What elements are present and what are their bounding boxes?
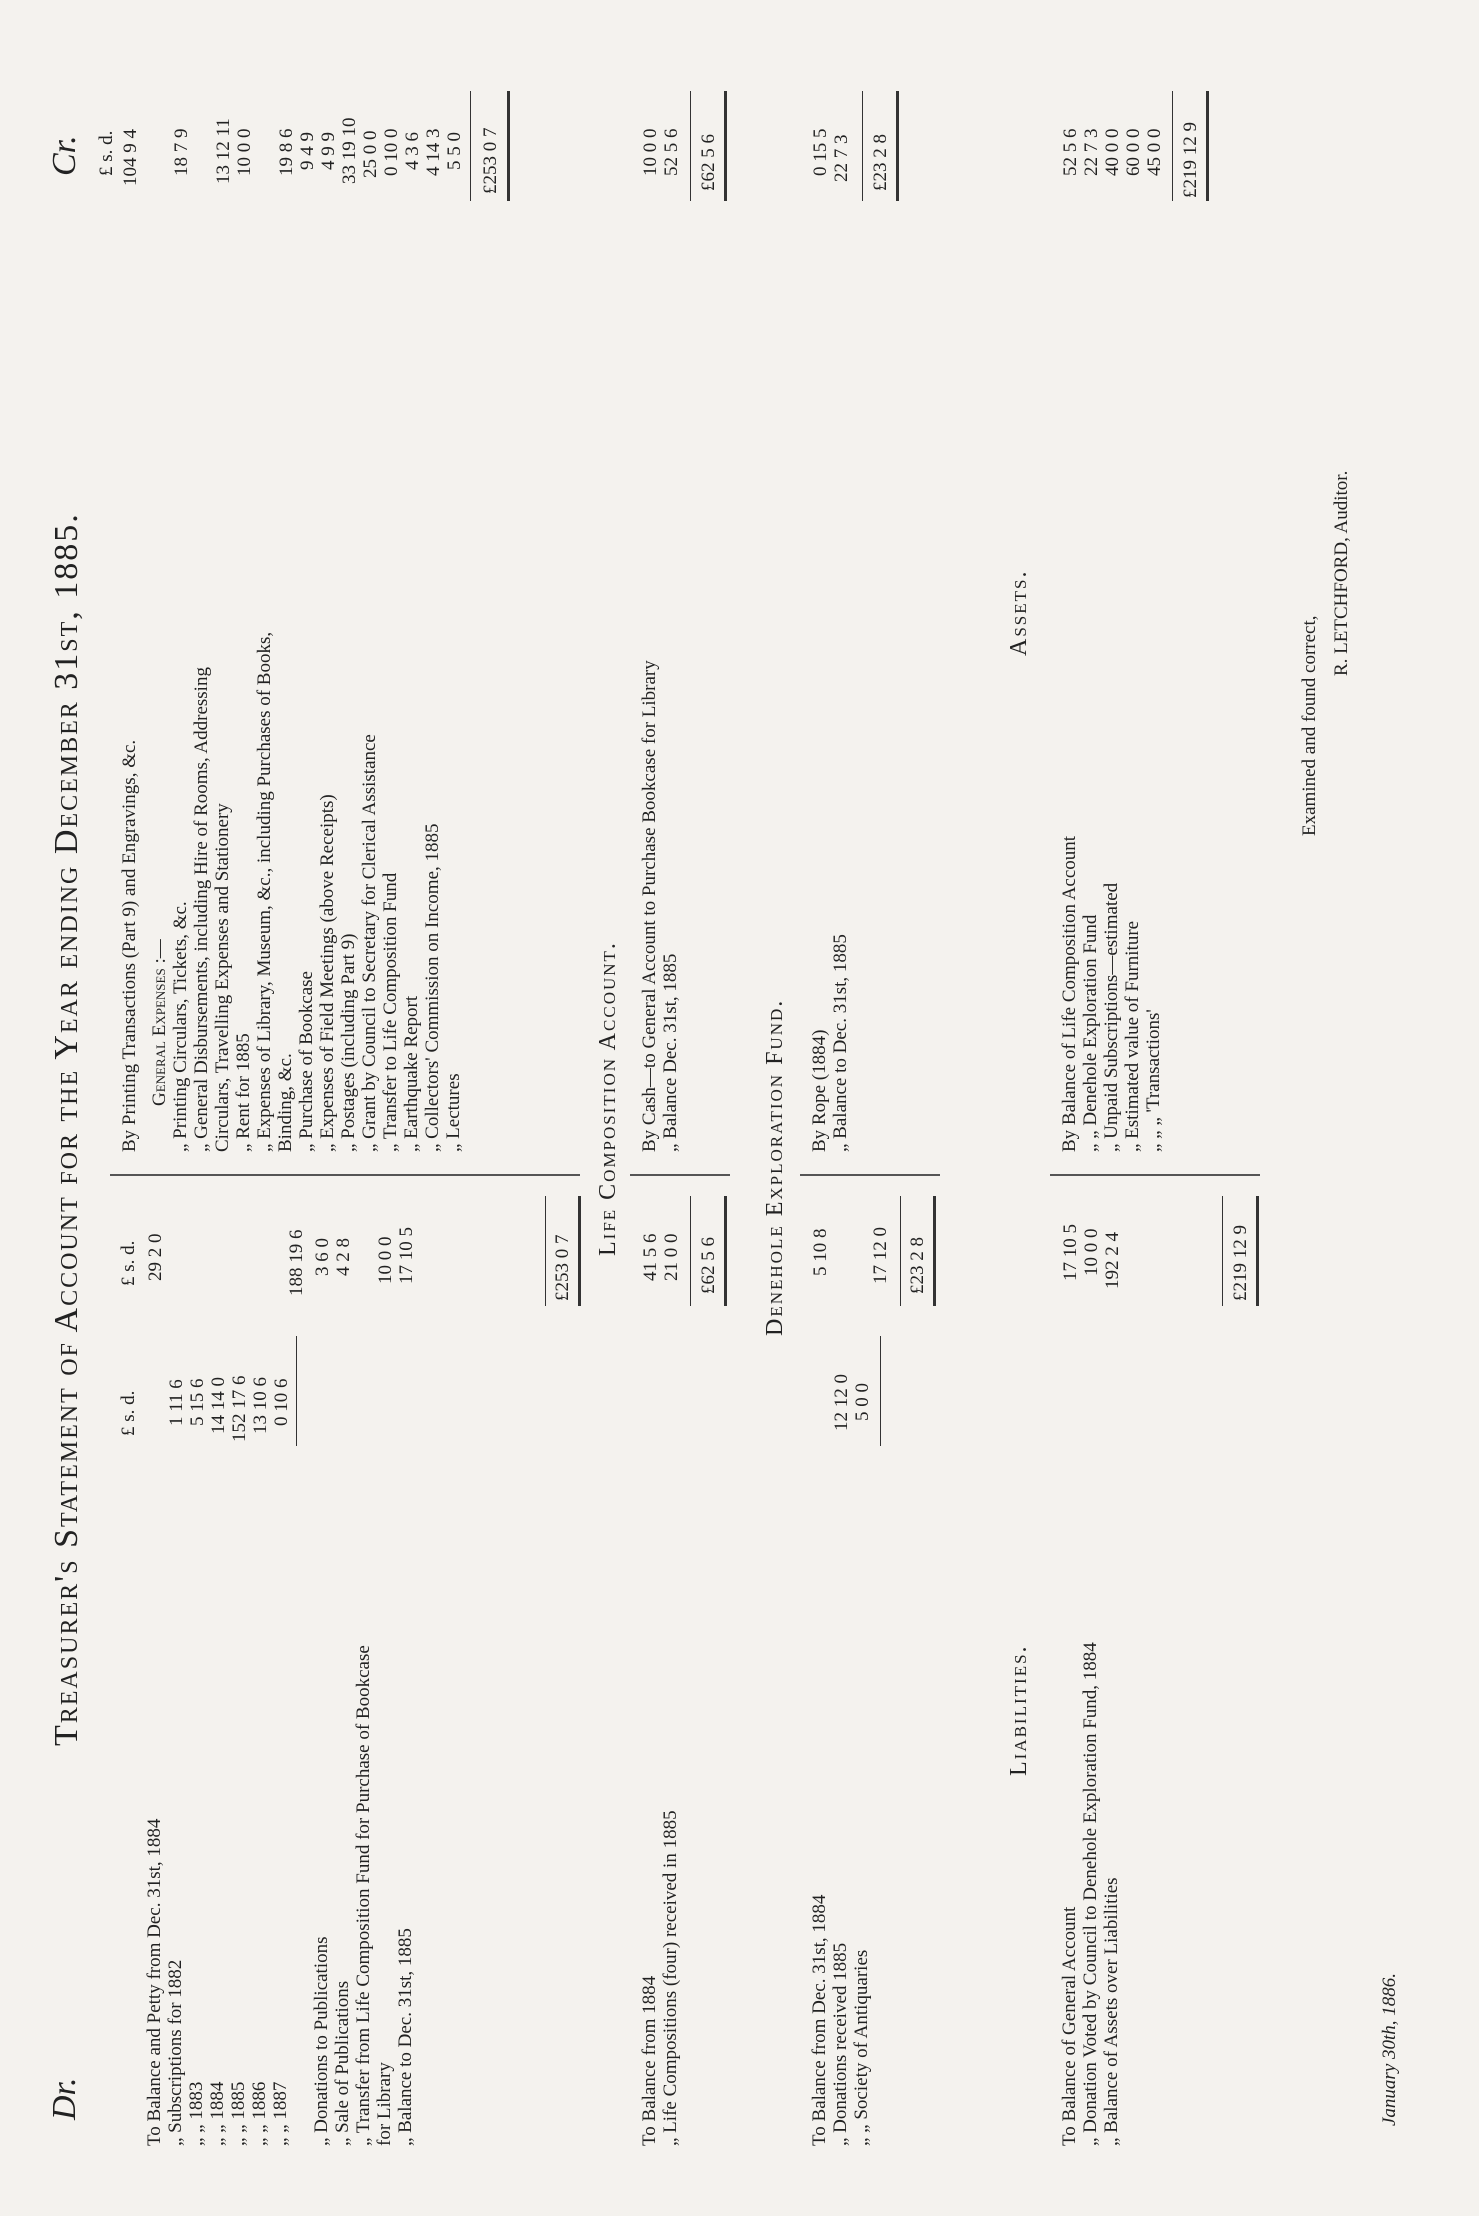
general-cr-row: „ Expenses of Library, Museum, &c., including Purchases of Books,	[254, 631, 275, 1152]
general-dr-row: for Library	[374, 2062, 395, 2146]
general-cr-amount: 18 7 9	[171, 128, 192, 176]
life-dr-amount: 41 5 6	[640, 1233, 661, 1281]
general-expenses-heading: General Expenses :—	[149, 939, 170, 1106]
liability-amount: 17 10 5	[1060, 1224, 1081, 1281]
denehole-cr-amount: 22 7 3	[831, 134, 852, 182]
denehole-dr-inner: 12 12 0	[831, 1374, 852, 1431]
general-cr-amount: 9 4 9	[297, 132, 318, 170]
denehole-dr-row: „ „ Society of Antiquaries	[851, 1949, 872, 2146]
general-cr-amount: 13 12 11	[213, 118, 234, 184]
life-dr-amount: 21 0 0	[661, 1233, 682, 1281]
total-rule-bottom	[933, 1196, 936, 1306]
total-rule-top	[690, 91, 691, 201]
total-rule-bottom	[507, 91, 510, 201]
life-dr-total: £62 5 6	[698, 1237, 719, 1294]
denehole-dr-row: „ Donations received 1885	[830, 1942, 851, 2146]
general-dr-outer: 17 10 5	[396, 1227, 417, 1284]
life-cr-amount: 52 5 6	[661, 128, 682, 176]
total-rule-top	[470, 91, 471, 201]
asset-amount: 45 0 0	[1144, 128, 1165, 176]
total-rule-top	[1222, 1196, 1223, 1306]
life-dr-row: „ Life Compositions (four) received in 1885	[660, 1810, 681, 2146]
general-dr-outer: 10 0 0	[375, 1236, 396, 1284]
general-cr-amount: 4 3 6	[402, 132, 423, 170]
general-dr-row: „ Sale of Publications	[332, 1980, 353, 2146]
total-rule-bottom	[724, 1196, 727, 1306]
inner-rule	[296, 1336, 297, 1446]
total-rule-top	[1172, 91, 1173, 201]
total-rule-bottom	[578, 1196, 581, 1306]
general-cr-row: „ Postages (including Part 9)	[338, 933, 359, 1152]
asset-amount: 52 5 6	[1060, 128, 1081, 176]
general-dr-total: £253 0 7	[552, 1234, 573, 1301]
cr-currency-header: £ s. d.	[96, 130, 117, 176]
general-cr-amount: 4 14 3	[423, 128, 444, 176]
liability-row: To Balance of General Account	[1059, 1906, 1080, 2146]
asset-row: „ Estimated value of Furniture	[1122, 920, 1143, 1152]
general-dr-inner: 14 14 0	[208, 1377, 229, 1434]
general-dr-row: „ Subscriptions for 1882	[165, 1959, 186, 2146]
column-divider	[1050, 1174, 1260, 1176]
general-dr-row: „ Transfer from Life Composition Fund for Purchase of Bookcase	[353, 1645, 374, 2146]
general-cr-amount: 0 10 0	[381, 128, 402, 176]
denehole-cr-row: By Rope (1884)	[809, 1029, 830, 1152]
total-rule-top	[862, 91, 863, 201]
life-cr-total: £62 5 6	[698, 134, 719, 191]
column-divider	[630, 1174, 730, 1176]
liabilities-title: Liabilities.	[1006, 1644, 1032, 1776]
general-cr-row: „ Earthquake Report	[401, 995, 422, 1152]
dr-currency-header: £ s. d.	[118, 1390, 139, 1436]
general-cr-row: By Printing Transactions (Part 9) and Engravings, &c.	[119, 739, 140, 1152]
general-dr-inner: 13 10 6	[250, 1377, 271, 1434]
denehole-dr-total: £23 2 8	[907, 1237, 928, 1294]
denehole-dr-inner: 5 0 0	[852, 1383, 873, 1421]
life-cr-amount: 10 0 0	[640, 128, 661, 176]
general-cr-row: „ Rent for 1885	[233, 1033, 254, 1152]
general-dr-row: „ Balance to Dec. 31st, 1885	[395, 1928, 416, 2146]
column-divider	[800, 1174, 940, 1176]
general-cr-row: „ Grant by Council to Secretary for Clerical Assistance	[359, 734, 380, 1152]
general-dr-row: „ Donations to Publications	[311, 1936, 332, 2146]
liability-amount: 192 2 4	[1102, 1232, 1123, 1289]
examined-note: Examined and found correct,	[1299, 615, 1320, 836]
general-cr-row: „ General Disbursements, including Hire of Rooms, Addressing	[191, 667, 212, 1152]
general-dr-inner: 152 17 6	[229, 1375, 250, 1442]
general-dr-outer: 188 19 6	[286, 1229, 307, 1296]
general-cr-total: £253 0 7	[480, 127, 501, 194]
asset-amount: 22 7 3	[1081, 128, 1102, 176]
total-rule-top	[690, 1196, 691, 1306]
general-dr-inner: 0 10 6	[271, 1378, 292, 1426]
general-cr-row: „ Printing Circulars, Tickets, &c.	[170, 901, 191, 1152]
asset-amount: 60 0 0	[1123, 128, 1144, 176]
liability-amount: 10 0 0	[1081, 1228, 1102, 1276]
general-cr-amount: 25 0 0	[360, 130, 381, 178]
general-cr-row: „ Expenses of Field Meetings (above Receipts)	[317, 794, 338, 1152]
denehole-cr-amount: 0 15 5	[810, 128, 831, 176]
liabilities-total: £219 12 9	[1230, 1225, 1251, 1301]
dr-label: Dr.	[46, 2077, 83, 2120]
denehole-title: Denehole Exploration Fund.	[762, 998, 788, 1336]
life-cr-row: „ Balance Dec. 31st, 1885	[660, 953, 681, 1152]
inner-rule	[880, 1336, 881, 1446]
assets-total: £219 12 9	[1180, 122, 1201, 198]
liability-row: „ Donation Voted by Council to Denehole Exploration Fund, 1884	[1080, 1642, 1101, 2146]
asset-row: „ „ „ 'Transactions'	[1143, 1009, 1164, 1152]
denehole-dr-row: To Balance from Dec. 31st, 1884	[809, 1894, 830, 2146]
general-cr-row: „ Collectors' Commission on Income, 1885	[422, 823, 443, 1152]
general-cr-amount: 10 0 0	[234, 128, 255, 176]
life-dr-row: To Balance from 1884	[639, 1975, 660, 2146]
life-cr-row: By Cash—to General Account to Purchase Bookcase for Library	[639, 660, 660, 1152]
life-composition-title: Life Composition Account.	[595, 941, 621, 1256]
liability-row: „ Balance of Assets over Liabilities	[1101, 1877, 1122, 2146]
total-rule-bottom	[1206, 91, 1209, 201]
total-rule-top	[900, 1196, 901, 1306]
general-dr-row: „ „ 1885	[228, 2081, 249, 2146]
general-cr-amount: 19 8 6	[276, 128, 297, 176]
general-dr-inner: 1 11 6	[166, 1379, 187, 1426]
denehole-cr-total: £23 2 8	[870, 134, 891, 191]
page-title: Treasurer's Statement of Account for the Year ending December 31st, 1885.	[48, 512, 85, 1746]
asset-row: „ „ Denehole Exploration Fund	[1080, 914, 1101, 1152]
general-cr-row: „ Lectures	[443, 1073, 464, 1152]
total-rule-bottom	[724, 91, 727, 201]
total-rule-bottom	[896, 91, 899, 201]
auditor-signature: R. LETCHFORD, Auditor.	[1331, 470, 1352, 676]
total-rule-bottom	[1256, 1196, 1259, 1306]
dr-currency-header-outer: £ s. d.	[118, 1240, 139, 1286]
denehole-dr-outer: 5 10 8	[810, 1228, 831, 1276]
general-dr-outer: 29 2 0	[145, 1233, 166, 1281]
column-divider	[110, 1174, 580, 1176]
asset-row: „ Unpaid Subscriptions—estimated	[1101, 882, 1122, 1152]
total-rule-top	[545, 1196, 546, 1306]
general-dr-outer: 3 6 0	[312, 1238, 333, 1276]
general-dr-row: „ „ 1884	[207, 2081, 228, 2146]
general-dr-row: To Balance and Petty from Dec. 31st, 1884	[144, 1818, 165, 2146]
general-cr-row: Binding, &c.	[275, 1053, 296, 1152]
statement-date: January 30th, 1886.	[1379, 1972, 1400, 2126]
general-cr-amount: 104 9 4	[120, 129, 141, 186]
general-cr-row: „ Transfer to Life Composition Fund	[380, 872, 401, 1152]
general-cr-row: „ Purchase of Bookcase	[296, 971, 317, 1152]
assets-title: Assets.	[1006, 569, 1032, 656]
general-dr-row: „ „ 1883	[186, 2081, 207, 2146]
asset-amount: 40 0 0	[1102, 128, 1123, 176]
general-cr-row: Circulars, Travelling Expenses and Stationery	[212, 803, 233, 1152]
general-cr-amount: 4 9 9	[318, 132, 339, 170]
general-cr-amount: 33 19 10	[339, 117, 360, 184]
asset-row: By Balance of Life Composition Account	[1059, 835, 1080, 1152]
denehole-dr-outer: 17 12 0	[870, 1227, 891, 1284]
general-dr-outer: 4 2 8	[333, 1238, 354, 1276]
general-dr-row: „ „ 1887	[270, 2081, 291, 2146]
general-dr-inner: 5 15 6	[187, 1378, 208, 1426]
cr-label: Cr.	[46, 135, 83, 176]
general-dr-row: „ „ 1886	[249, 2081, 270, 2146]
denehole-cr-row: „ Balance to Dec. 31st, 1885	[830, 934, 851, 1152]
general-cr-amount: 5 5 0	[444, 132, 465, 170]
